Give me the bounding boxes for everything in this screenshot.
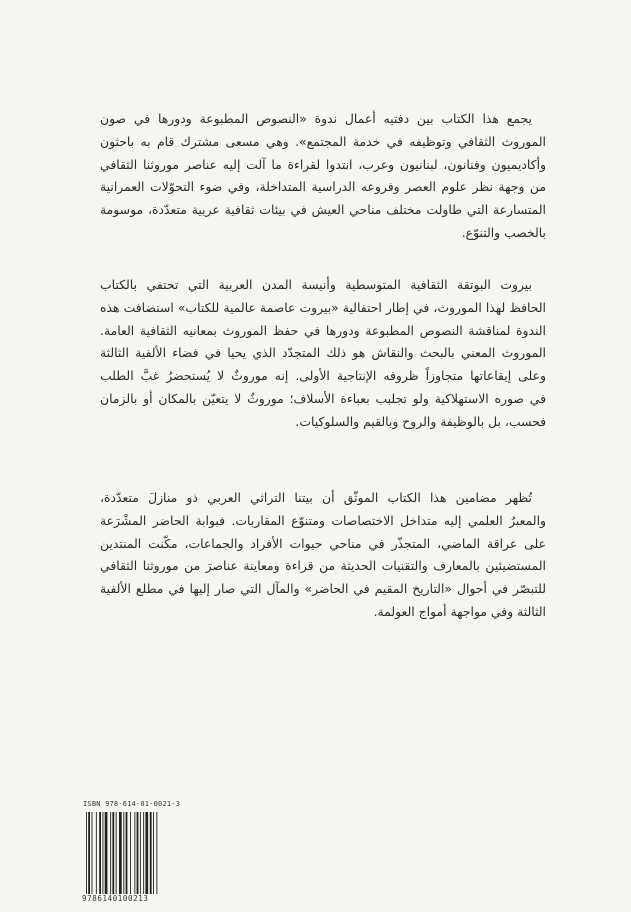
text-line: وعلى إيقاعاتها متجاوزاً ظروفه الإنتاجية الأولى. إنه موروثٌ لا يُستحضرُ غبَّ الطلب bbox=[100, 368, 546, 384]
barcode-bar bbox=[123, 812, 124, 894]
text-line: فحسب، بل بالوظيفة والروح وبالقيم والسلوكيات. bbox=[295, 413, 546, 429]
text-line: من وجهة نظر علوم العصر وفروعه الدراسية المتداخلة، وفي ضوء التحوّلات العمرانية bbox=[100, 179, 546, 195]
text-line: وأكاديميون وفنانون، لبنانيون وعرب، انتدوا لقراءة ما آلت إليه عناصر موروثنا الثقافي bbox=[100, 156, 546, 172]
barcode-bar bbox=[86, 812, 87, 894]
barcode-image bbox=[86, 812, 182, 894]
barcode-bar bbox=[116, 812, 117, 894]
barcode-bar bbox=[110, 812, 111, 894]
text-line: الموروث المعني بالبحث والنقاش هو ذلك المتجدّد الذي يحيا في فضاء الألفية الثالثة bbox=[100, 345, 546, 361]
text-line: يجمع هذا الكتاب بين دفتيه أعمال ندوة «النصوص المطبوعة ودورها في صون bbox=[100, 111, 532, 126]
barcode-bar bbox=[150, 812, 152, 894]
paragraph-2 bbox=[100, 274, 546, 434]
text-line: تُظهر مضامين هذا الكتاب الموثّق أن بيتنا التراثي العربي ذو منازلَ متعدّدة، bbox=[100, 490, 532, 505]
barcode-bar bbox=[156, 812, 157, 894]
text-line: المستضيئين بالمعارف والتقنيات الحديثة من قراءة ومعاينة عناصرَ من موروثنا الثقافي bbox=[100, 558, 546, 574]
barcode-bar bbox=[134, 812, 135, 894]
barcode-bar bbox=[130, 812, 131, 894]
barcode-bar bbox=[119, 812, 122, 894]
text-line: على عراقة الماضي، المتجذّر في مناحي حيوات الأفراد والجماعات، مكّنت المنتدين bbox=[100, 535, 546, 551]
barcode-bar bbox=[105, 812, 108, 894]
barcode-bar bbox=[88, 812, 90, 894]
barcode-bar bbox=[137, 812, 139, 894]
text-line: في صوره الاستهلاكية ولو تجلبب بعباءة الأسلاف؛ موروثٌ لا يتعيّن بالمكان أو بالزمان bbox=[100, 390, 546, 406]
barcode-bar bbox=[126, 812, 128, 894]
barcode-bar bbox=[145, 812, 148, 894]
barcode-digits: 9786140100213 bbox=[82, 894, 149, 903]
barcode-bar bbox=[153, 812, 154, 894]
text-line: بيروت البوتقة الثقافية المتوسطية وأنيسة المدن العربية التي تحتفي بالكتاب bbox=[100, 277, 532, 292]
barcode-bar bbox=[143, 812, 144, 894]
text-line: الحافظ لهذا الموروث، في إطار احتفالية «بيروت عاصمة عالمية للكتاب» استضافت هذه bbox=[100, 299, 546, 315]
text-line: بالخصب والتنوّع. bbox=[461, 224, 546, 240]
text-line: الثالثة وفي مواجهة أمواج العولمة. bbox=[373, 603, 546, 619]
text-line: الموروث الثقافي وتوظيفه في خدمة المجتمع». وهي مسعى مشترك قام به باحثون bbox=[100, 133, 546, 149]
barcode-bar bbox=[103, 812, 104, 894]
barcode-bar bbox=[92, 812, 93, 894]
barcode-bar bbox=[96, 812, 97, 894]
barcode-bar bbox=[99, 812, 101, 894]
text-line: للتبصّر في أحوال «التاريخ المقيم في الحاضر» والمآل التي صار إليها في مطلع الألفية bbox=[100, 581, 546, 597]
paragraph-1 bbox=[100, 108, 546, 245]
barcode-bar bbox=[140, 812, 141, 894]
paragraph-3 bbox=[100, 487, 546, 624]
text-line: والمعبرُ العلمي إليه متداخل الاختصاصات ومتنوّع المقاربات. فبوابة الحاضر المشْرَعة bbox=[100, 512, 546, 528]
text-line: الندوة لمناقشة النصوص المطبوعة ودورها في حفظ الموروث بمعانيه الثقافية العامة. bbox=[100, 322, 546, 338]
isbn-label: ISBN 978-614-01-0021-3 bbox=[83, 800, 181, 808]
text-line: المتسارعة التي طاولت مختلف مناحي العيش في بيئات ثقافية عربية متعدّدة، موسومة bbox=[100, 202, 546, 218]
barcode-bar bbox=[112, 812, 114, 894]
